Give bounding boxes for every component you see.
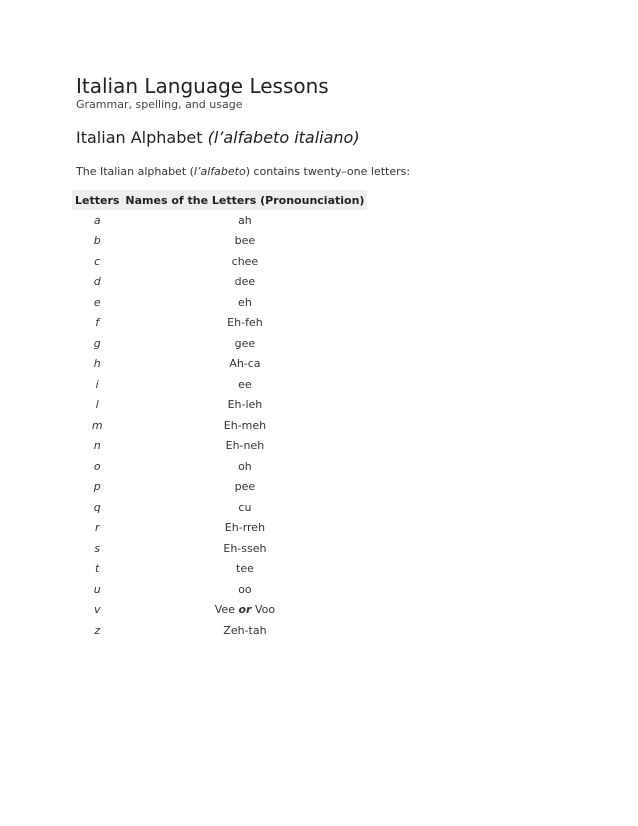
- table-row: [72, 272, 367, 293]
- pronunciation-cell: gee: [234, 336, 256, 350]
- table-row: [72, 415, 367, 436]
- alphabet-table: [72, 190, 367, 641]
- pronunciation-cell: Eh-sseh: [223, 541, 267, 555]
- letter-cell: v: [93, 603, 101, 617]
- letter-cell: z: [94, 623, 101, 637]
- pronunciation-cell: tee: [236, 562, 254, 576]
- pronunciation-cell: [122, 600, 367, 621]
- pronunciation-cell: pee: [234, 480, 256, 494]
- intro-before: The Italian alphabet (: [76, 165, 194, 178]
- letter-cell: m: [91, 418, 103, 432]
- table-row: [72, 538, 367, 559]
- pronunciation-cell: dee: [234, 275, 256, 289]
- pronunciation-cell: Ah-ca: [229, 357, 261, 371]
- table-row: [72, 313, 367, 334]
- letter-cell: a: [93, 213, 101, 227]
- letter-cell: f: [95, 316, 100, 330]
- pronunciation-connector: or: [238, 603, 252, 617]
- pronunciation-alternate: Voo: [254, 603, 276, 617]
- table-row: [72, 395, 367, 416]
- letter-cell: l: [95, 398, 99, 412]
- pronunciation-cell: Eh-feh: [227, 316, 263, 330]
- table-row: [72, 210, 367, 231]
- pronunciation-cell: ee: [238, 377, 252, 391]
- intro-paragraph: [76, 165, 410, 178]
- page-title: Italian Language Lessons: [76, 74, 329, 98]
- pronunciation-cell: cu: [238, 500, 252, 514]
- header-names: Names of the Letters (Pronounciation): [122, 190, 367, 210]
- intro-after: ) contains twenty–one letters:: [245, 165, 411, 178]
- pronunciation-cell: Eh-neh: [225, 439, 265, 453]
- letter-cell: n: [93, 439, 101, 453]
- pronunciation-cell: chee: [231, 254, 259, 268]
- table-row: [72, 354, 367, 375]
- header-letters: Letters: [72, 190, 122, 210]
- table-row: [72, 477, 367, 498]
- letter-cell: h: [93, 357, 101, 371]
- letter-cell: r: [94, 521, 100, 535]
- table-header-row: [72, 190, 367, 210]
- pronunciation-cell: oh: [238, 459, 252, 473]
- table-row: [72, 292, 367, 313]
- table-row: [72, 518, 367, 539]
- table-row: [72, 620, 367, 641]
- letter-cell: t: [95, 562, 100, 576]
- table-row: [72, 497, 367, 518]
- table-row: [72, 559, 367, 580]
- alphabet-table-body: [72, 210, 367, 641]
- page-subtitle: Grammar, spelling, and usage: [76, 98, 243, 111]
- pronunciation-cell: Eh-meh: [223, 418, 267, 432]
- pronunciation-cell: oo: [238, 582, 252, 596]
- pronunciation-cell: eh: [238, 295, 252, 309]
- letter-cell: b: [93, 234, 101, 248]
- table-row: [72, 456, 367, 477]
- section-heading-text: Italian Alphabet: [76, 128, 208, 147]
- table-row: [72, 436, 367, 457]
- section-heading-italic: (l’alfabeto italiano): [207, 128, 360, 147]
- table-row: [72, 231, 367, 252]
- letter-cell: u: [93, 582, 101, 596]
- letter-cell: e: [93, 295, 101, 309]
- pronunciation-cell: bee: [234, 234, 256, 248]
- letter-cell: o: [93, 459, 101, 473]
- section-heading: [76, 128, 360, 147]
- letter-cell: i: [95, 377, 99, 391]
- letter-cell: g: [93, 336, 101, 350]
- table-row: [72, 374, 367, 395]
- pronunciation-cell: Eh-leh: [227, 398, 263, 412]
- table-row: [72, 600, 367, 621]
- pronunciation-primary: Vee: [214, 603, 235, 617]
- intro-italic: l’alfabeto: [193, 165, 246, 178]
- letter-cell: c: [94, 254, 101, 268]
- pronunciation-cell: ah: [238, 213, 252, 227]
- table-row: [72, 579, 367, 600]
- table-row: [72, 333, 367, 354]
- pronunciation-cell: Eh-rreh: [224, 521, 266, 535]
- table-row: [72, 251, 367, 272]
- letter-cell: q: [93, 500, 101, 514]
- letter-cell: d: [93, 275, 101, 289]
- letter-cell: p: [93, 480, 101, 494]
- pronunciation-cell: Zeh-tah: [223, 623, 267, 637]
- letter-cell: s: [94, 541, 101, 555]
